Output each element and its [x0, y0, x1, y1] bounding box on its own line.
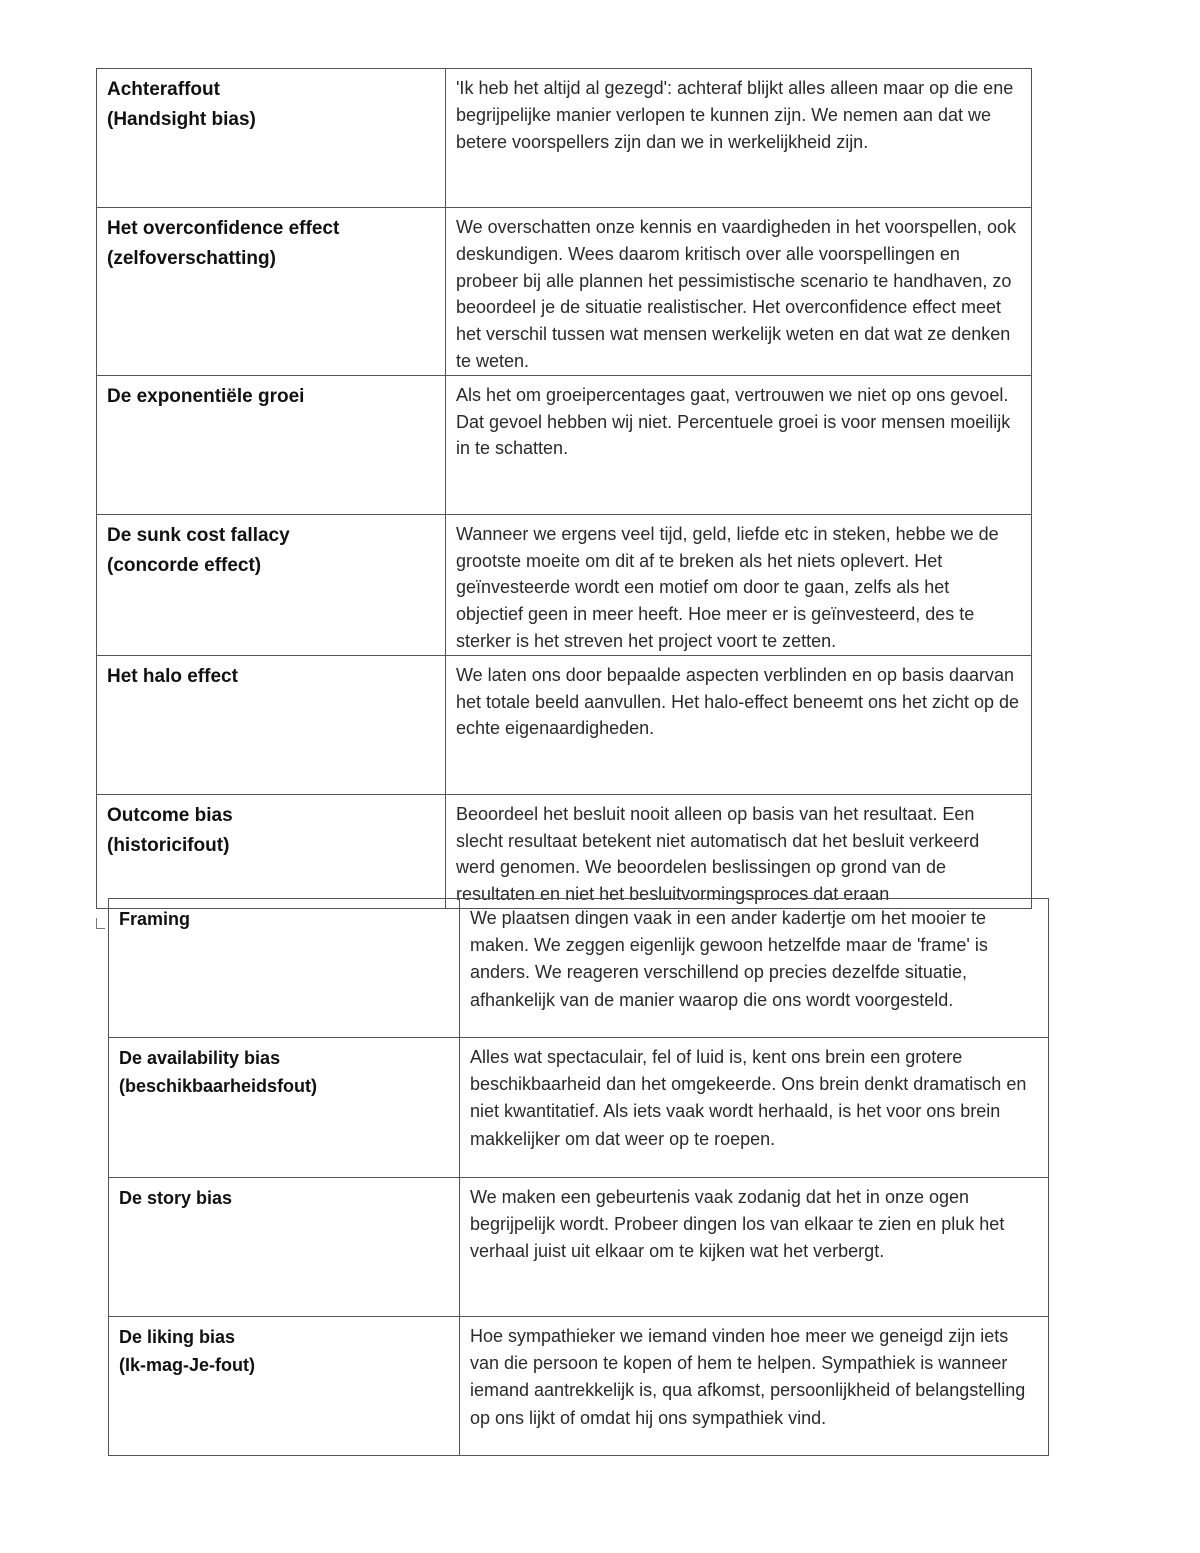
bias-table-top	[96, 68, 1032, 909]
description-text: We overschatten onze kennis en vaardigheden in het voorspellen, ook deskundigen. Wees daarom kritisch over alle voorspellingen en probeer bij alle plannen het pessimistische scenario te handhaven, zo beoordeel je de situatie realistischer. Het overconfidence effect meet het verschil tussen wat mensen werkelijk weten en dat wat ze denken te weten.	[456, 217, 1017, 371]
term-label: Het overconfidence effect (zelfoverschatting)	[107, 218, 340, 269]
description-text: Wanneer we ergens veel tijd, geld, liefde etc in steken, hebbe we de grootste moeite om dit af te breken als het niets oplevert. Het geïnvesteerde wordt een motief om door te gaan, zelfs als het objectief geen in meer heeft. Hoe meer er is geïnvesteerd, des te sterker is het streven het project voort te zetten.	[456, 523, 999, 651]
term-label: De exponentiële groei	[107, 385, 305, 407]
term-cell	[97, 69, 446, 208]
table-row	[109, 899, 1049, 1038]
description-cell	[460, 899, 1049, 1038]
description-text: We laten ons door bepaalde aspecten verblinden en op basis daarvan het totale beeld aanvullen. Het halo-effect beneemt ons het zicht op de echte eigenaardigheden.	[456, 664, 1020, 739]
table-row	[109, 1038, 1049, 1178]
term-label: Achteraffout (Handsight bias)	[107, 79, 256, 130]
term-cell	[109, 899, 460, 1038]
description-cell	[460, 1038, 1049, 1178]
table-row	[97, 655, 1032, 794]
term-label: Outcome bias (historicifout)	[107, 804, 233, 856]
table-row	[97, 375, 1032, 514]
term-cell	[109, 1317, 460, 1456]
description-text: We plaatsen dingen vaak in een ander kadertje om het mooier te maken. We zeggen eigenlijk gewoon hetzelfde maar de 'frame' is anders. We reageren verschillend op precies dezelfde situatie, afhankelijk van de manier waarop die ons wordt voorgesteld.	[470, 908, 988, 1010]
term-cell	[109, 1038, 460, 1178]
description-text: Hoe sympathieker we iemand vinden hoe meer we geneigd zijn iets van die persoon te kopen of hem te helpen. Sympathiek is wanneer iemand aantrekkelijk is, qua afkomst, persoonlijkheid of belangstelling op ons lijkt of omdat hij ons sympathiek vind.	[470, 1326, 1026, 1428]
term-label: De liking bias (Ik-mag-Je-fout)	[119, 1327, 255, 1375]
term-label: De sunk cost fallacy (concorde effect)	[107, 524, 290, 576]
description-cell	[446, 655, 1032, 794]
term-cell	[97, 655, 446, 794]
description-cell	[446, 69, 1032, 208]
page-corner-mark	[96, 918, 105, 929]
description-cell	[460, 1178, 1049, 1317]
table-row	[97, 69, 1032, 208]
description-cell	[446, 514, 1032, 655]
term-label: De story bias	[119, 1188, 233, 1208]
description-cell	[446, 208, 1032, 376]
description-text: 'Ik heb het altijd al gezegd': achteraf blijkt alles alleen maar op die ene begrijpelijke manier verlopen te kunnen zijn. We nemen aan dat we betere voorspellers zijn dan we in werkelijkheid zijn.	[456, 78, 1014, 152]
description-text: We maken een gebeurtenis vaak zodanig dat het in onze ogen begrijpelijk wordt. Probeer dingen los van elkaar te zien en pluk het verhaal juist uit elkaar om te kijken wat het verbergt.	[470, 1187, 1005, 1262]
table-row	[109, 1317, 1049, 1456]
table-row	[109, 1178, 1049, 1317]
description-text: Beoordeel het besluit nooit alleen op basis van het resultaat. Een slecht resultaat betekent niet automatisch dat het besluit verkeerd werd genomen. We beoordelen beslissingen op grond van de resultaten en niet het besluitvormingsproces dat eraan	[456, 803, 980, 905]
term-cell	[97, 514, 446, 655]
description-text: Als het om groeipercentages gaat, vertrouwen we niet op ons gevoel. Dat gevoel hebben wij niet. Percentuele groei is voor mensen moeilijk in te schatten.	[456, 384, 1011, 459]
description-cell	[446, 375, 1032, 514]
bias-table-bottom	[108, 898, 1049, 1456]
term-cell	[97, 208, 446, 376]
description-cell	[460, 1317, 1049, 1456]
term-cell	[97, 794, 446, 908]
term-label: Het halo effect	[107, 665, 238, 687]
term-cell	[97, 375, 446, 514]
description-cell	[446, 794, 1032, 908]
table-row	[97, 794, 1032, 908]
description-text: Alles wat spectaculair, fel of luid is, kent ons brein een grotere beschikbaarheid dan het omgekeerde. Ons brein denkt dramatisch en niet kwantitatief. Als iets vaak wordt herhaald, is het voor ons brein makkelijker om dat weer op te roepen.	[470, 1047, 1027, 1149]
term-label: De availability bias (beschikbaarheidsfout)	[119, 1048, 318, 1096]
table-row	[97, 514, 1032, 655]
term-cell	[109, 1178, 460, 1317]
term-label: Framing	[119, 909, 191, 929]
table-row	[97, 208, 1032, 376]
